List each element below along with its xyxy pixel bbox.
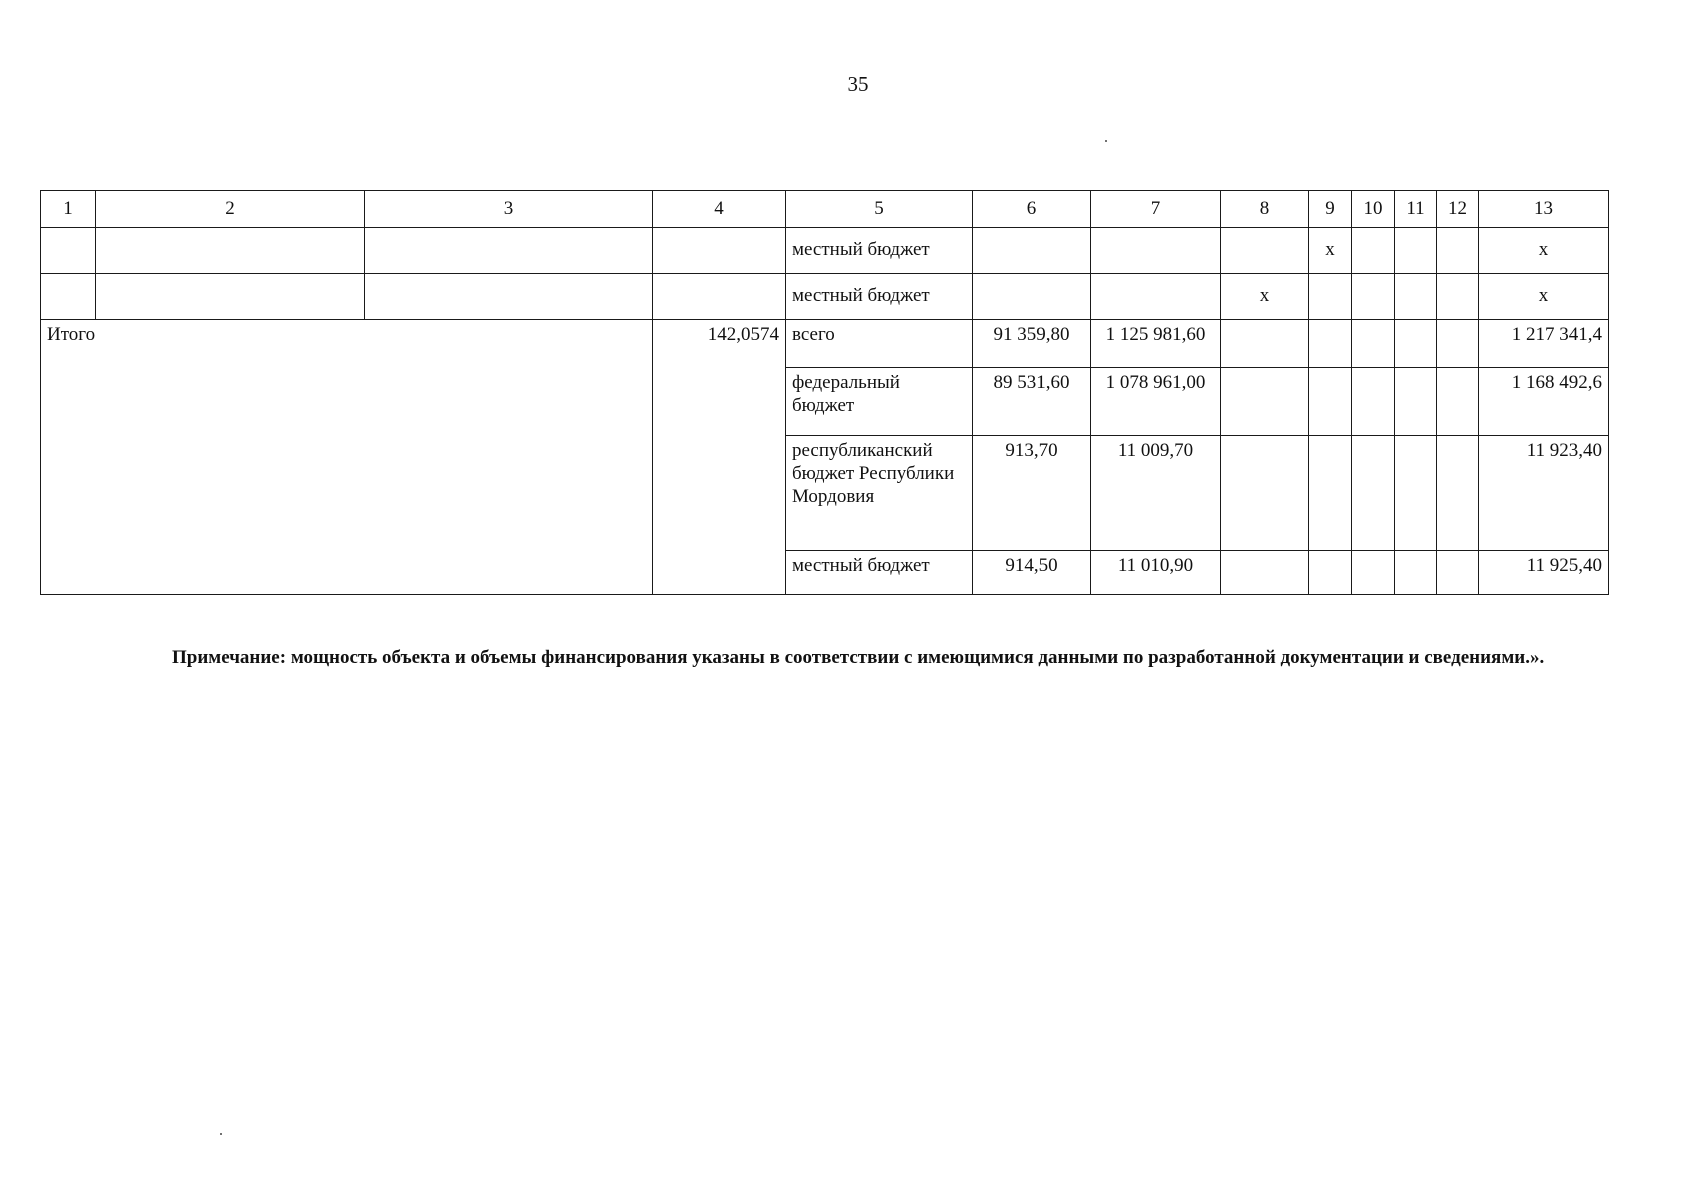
value-cell: 1 078 961,00 xyxy=(1091,368,1221,436)
column-header: 6 xyxy=(973,191,1091,228)
footnote: Примечание: мощность объекта и объемы финансирования указаны в соответствии с имеющимися данными по разработанной документации и сведениями.». xyxy=(172,647,1545,668)
value-cell: 89 531,60 xyxy=(973,368,1091,436)
value-cell: 11 925,40 xyxy=(1479,551,1609,595)
value-cell xyxy=(1221,228,1309,274)
table-row xyxy=(41,320,1609,368)
value-cell: х xyxy=(1309,228,1352,274)
column-header: 3 xyxy=(365,191,653,228)
funding-source-cell: федеральный бюджет xyxy=(786,368,973,436)
column-header: 8 xyxy=(1221,191,1309,228)
capacity-total: 142,0574 xyxy=(653,320,786,595)
column-header: 11 xyxy=(1395,191,1437,228)
value-cell xyxy=(973,274,1091,320)
column-header: 1 xyxy=(41,191,96,228)
column-header: 12 xyxy=(1437,191,1479,228)
value-cell: 11 923,40 xyxy=(1479,436,1609,551)
column-header: 4 xyxy=(653,191,786,228)
value-cell xyxy=(1309,274,1352,320)
value-cell: 1 125 981,60 xyxy=(1091,320,1221,368)
value-cell: 91 359,80 xyxy=(973,320,1091,368)
value-cell: х xyxy=(1479,228,1609,274)
table-row xyxy=(41,228,1609,274)
column-header: 9 xyxy=(1309,191,1352,228)
value-cell xyxy=(1091,274,1221,320)
funding-source-cell: всего xyxy=(786,320,973,368)
total-label: Итого xyxy=(41,320,653,595)
value-cell: х xyxy=(1479,274,1609,320)
value-cell: 1 168 492,6 xyxy=(1479,368,1609,436)
financing-table xyxy=(40,190,1609,595)
value-cell: 913,70 xyxy=(973,436,1091,551)
funding-source-cell: местный бюджет xyxy=(786,551,973,595)
value-cell xyxy=(973,228,1091,274)
funding-source-cell: республиканский бюджет Республики Мордовия xyxy=(786,436,973,551)
value-cell: 914,50 xyxy=(973,551,1091,595)
funding-source-cell: местный бюджет xyxy=(786,274,973,320)
column-header: 2 xyxy=(96,191,365,228)
value-cell: 11 010,90 xyxy=(1091,551,1221,595)
value-cell: 1 217 341,4 xyxy=(1479,320,1609,368)
column-header: 5 xyxy=(786,191,973,228)
scan-speck xyxy=(1105,140,1107,142)
table-row xyxy=(41,274,1609,320)
scan-speck xyxy=(220,1133,222,1135)
column-header: 7 xyxy=(1091,191,1221,228)
value-cell xyxy=(1091,228,1221,274)
funding-source-cell: местный бюджет xyxy=(786,228,973,274)
table-header-row xyxy=(41,191,1609,228)
value-cell: х xyxy=(1221,274,1309,320)
value-cell: 11 009,70 xyxy=(1091,436,1221,551)
page-number: 35 xyxy=(847,72,869,96)
column-header: 13 xyxy=(1479,191,1609,228)
column-header: 10 xyxy=(1352,191,1395,228)
